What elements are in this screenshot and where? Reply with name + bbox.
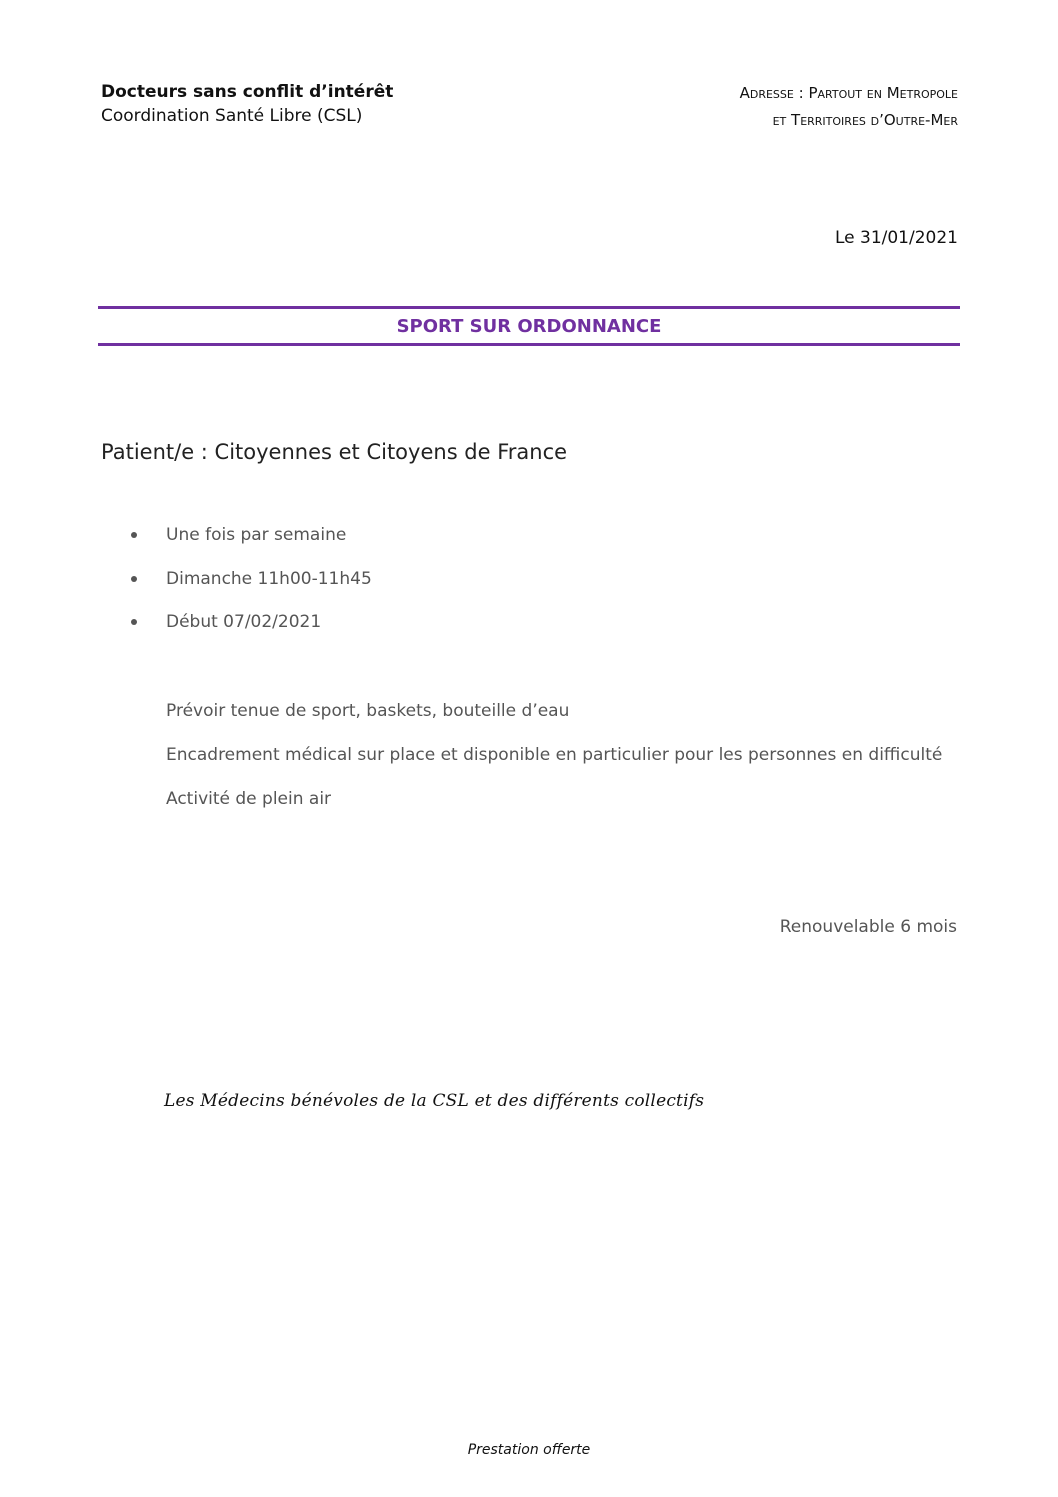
organization-subtitle: Coordination Santé Libre (CSL)	[101, 106, 363, 126]
list-item	[128, 522, 372, 566]
schedule-list	[128, 522, 372, 653]
bullet-icon	[131, 619, 137, 625]
address-line-1: Adresse : Partout en Metropole	[739, 84, 958, 102]
organization-name: Docteurs sans conflit d’intérêt	[101, 82, 394, 102]
renewal-note: Renouvelable 6 mois	[779, 917, 957, 937]
list-item	[128, 566, 372, 610]
bullet-icon	[131, 532, 137, 538]
title-band	[98, 306, 960, 346]
note-line: Encadrement médical sur place et disponible en particulier pour les personnes en difficulté	[166, 745, 943, 765]
address-line-2: et Territoires d’Outre-Mer	[772, 111, 958, 129]
address-block	[740, 80, 958, 134]
patient-line: Patient/e : Citoyennes et Citoyens de France	[101, 440, 568, 464]
list-item	[128, 609, 372, 653]
list-item-text: Début 07/02/2021	[166, 612, 322, 632]
document-date: Le 31/01/2021	[834, 228, 958, 248]
document-title: SPORT SUR ORDONNANCE	[396, 316, 662, 337]
note-line: Activité de plein air	[166, 789, 332, 809]
list-item-text: Une fois par semaine	[166, 525, 347, 545]
list-item-text: Dimanche 11h00-11h45	[166, 568, 372, 589]
footer-note: Prestation offerte	[467, 1442, 591, 1458]
bullet-icon	[131, 576, 137, 582]
note-line: Prévoir tenue de sport, baskets, bouteille d’eau	[166, 701, 570, 721]
signature: Les Médecins bénévoles de la CSL et des différents collectifs	[164, 1091, 705, 1111]
organization-block	[101, 80, 393, 128]
notes-block	[166, 698, 942, 830]
